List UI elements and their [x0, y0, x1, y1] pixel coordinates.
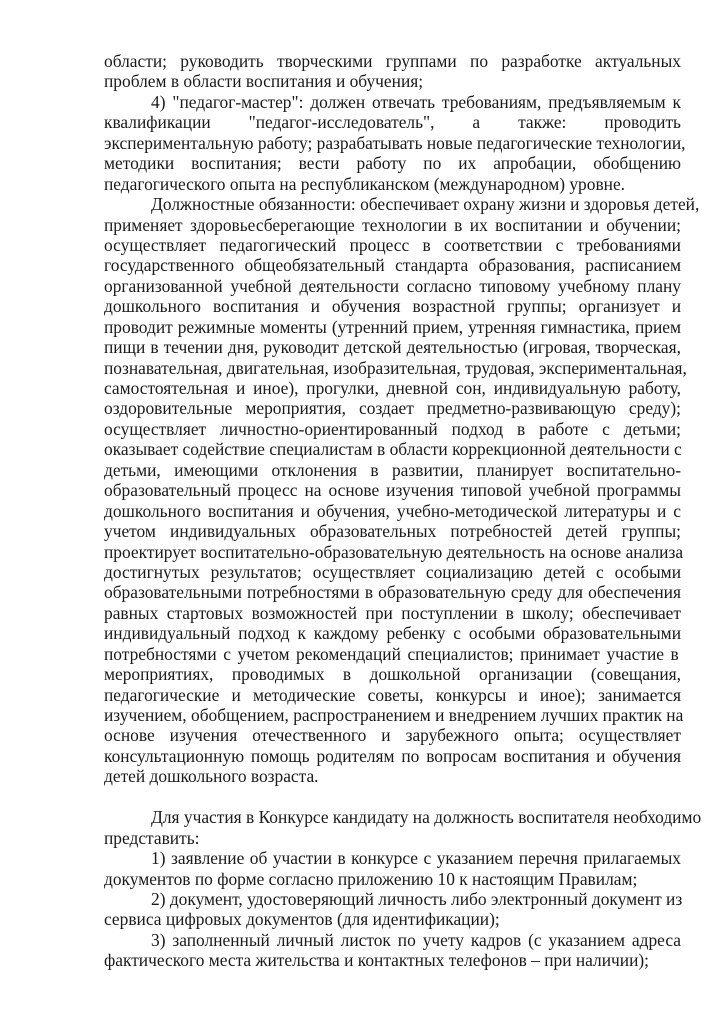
text-line: осуществляет педагогический процесс в соответствии с требованиями: [104, 234, 681, 255]
text-line: познавательная, двигательная, изобразительная, трудовая, экспериментальная,: [104, 357, 687, 378]
paragraph-previous-continuation: [104, 51, 681, 92]
text-line: Должностные обязанности: обеспечивает охрану жизни и здоровья детей,: [151, 194, 700, 215]
paragraph-job-duties: [104, 194, 700, 787]
text-line: оздоровительные мероприятия, создает предметно-развивающую среду);: [104, 398, 681, 419]
text-line: учетом индивидуальных образовательных потребностей детей группы;: [104, 521, 681, 542]
text-line: документов по форме согласно приложению 10 к настоящим Правилам;: [104, 868, 638, 889]
text-line: дошкольного воспитания и обучения возрастной группы; организует и: [104, 296, 681, 317]
text-line: самостоятельная и иное), прогулки, дневной сон, индивидуальную работу,: [104, 378, 681, 398]
text-line: сервиса цифровых документов (для идентификации);: [104, 909, 500, 930]
text-line: методики воспитания; вести работу по их апробации, обобщению: [104, 153, 681, 174]
text-line: экспериментальную работу; разрабатывать новые педагогические технологии,: [104, 132, 686, 153]
text-line: педагогического опыта на республиканском (международном) уровне.: [104, 173, 626, 194]
text-line: равных стартовых возможностей при поступлении в школу; обеспечивает: [104, 602, 681, 623]
text-line: образовательными потребностями в образовательную среду для обеспечения: [104, 582, 681, 603]
text-line: области; руководить творческими группами по разработке актуальных: [104, 51, 681, 71]
text-line: осуществляет личностно-ориентированный подход в работе с детьми;: [104, 418, 681, 439]
list-item-identity-document: [104, 889, 681, 930]
list-item-personnel-sheet: [104, 930, 681, 971]
text-line: 3) заполненный личный листок по учету кадров (с указанием адреса: [151, 929, 681, 950]
list-item-application: [104, 848, 681, 889]
text-line: детьми, имеющими отклонения в развитии, планирует воспитательно-: [104, 459, 681, 480]
text-line: 2) документ, удостоверяющий личность либо электронный документ из: [151, 888, 683, 909]
text-line: дошкольного воспитания и обучения, учебно-методической литературы и с: [104, 500, 681, 521]
text-line: консультационную помощь родителям по вопросам воспитания и обучения: [104, 745, 681, 766]
text-line: достигнутых результатов; осуществляет социализацию детей с особыми: [104, 561, 681, 582]
text-line: представить:: [104, 827, 200, 848]
paragraph-participation-intro: [104, 807, 702, 848]
text-line: детей дошкольного возраста.: [104, 766, 319, 787]
paragraph-pedagog-master: [104, 91, 686, 194]
text-line: квалификации "педагог-исследователь", а также: проводить: [104, 112, 681, 133]
text-line: применяет здоровьесберегающие технологии в их воспитании и обучении;: [104, 214, 681, 235]
text-line: мероприятиях, проводимых в дошкольной организации (совещания,: [104, 664, 681, 685]
text-line: государственного общеобязательный стандарта образования, расписанием: [104, 255, 681, 276]
text-line: пищи в течении дня, руководит детской деятельностью (игровая, творческая,: [104, 337, 681, 358]
text-line: 1) заявление об участии в конкурсе с указанием перечня прилагаемых: [151, 848, 681, 869]
text-line: изучением, обобщением, распространением и внедрением лучших практик на: [104, 705, 684, 725]
text-line: образовательный процесс на основе изучения типовой учебной программы: [104, 480, 681, 501]
text-line: педагогические и методические советы, конкурсы и иное); занимается: [104, 684, 681, 705]
text-line: потребностями с учетом рекомендаций специалистов; принимает участие в: [104, 643, 679, 664]
text-line: индивидуальный подход к каждому ребенку с особыми образовательными: [104, 623, 681, 644]
blank-line: [104, 787, 681, 807]
text-line: проводит режимные моменты (утренний прием, утренняя гимнастика, прием: [104, 316, 681, 337]
text-line: 4) "педагог-мастер": должен отвечать требованиям, предъявляемым к: [151, 91, 681, 112]
text-line: проектирует воспитательно-образовательную деятельность на основе анализа: [104, 541, 684, 562]
document-body: [104, 51, 702, 971]
text-line: основе изучения отечественного и зарубежного опыта; осуществляет: [104, 725, 681, 746]
text-line: оказывает содействие специалистам в области коррекционной деятельности с: [104, 439, 682, 460]
text-line: организованной учебной деятельности согласно типовому учебному плану: [104, 275, 681, 296]
text-line: Для участия в Конкурсе кандидату на должность воспитателя необходимо: [151, 807, 702, 828]
text-line: проблем в области воспитания и обучения;: [104, 71, 424, 92]
text-line: фактического места жительства и контактных телефонов – при наличии);: [104, 950, 650, 971]
